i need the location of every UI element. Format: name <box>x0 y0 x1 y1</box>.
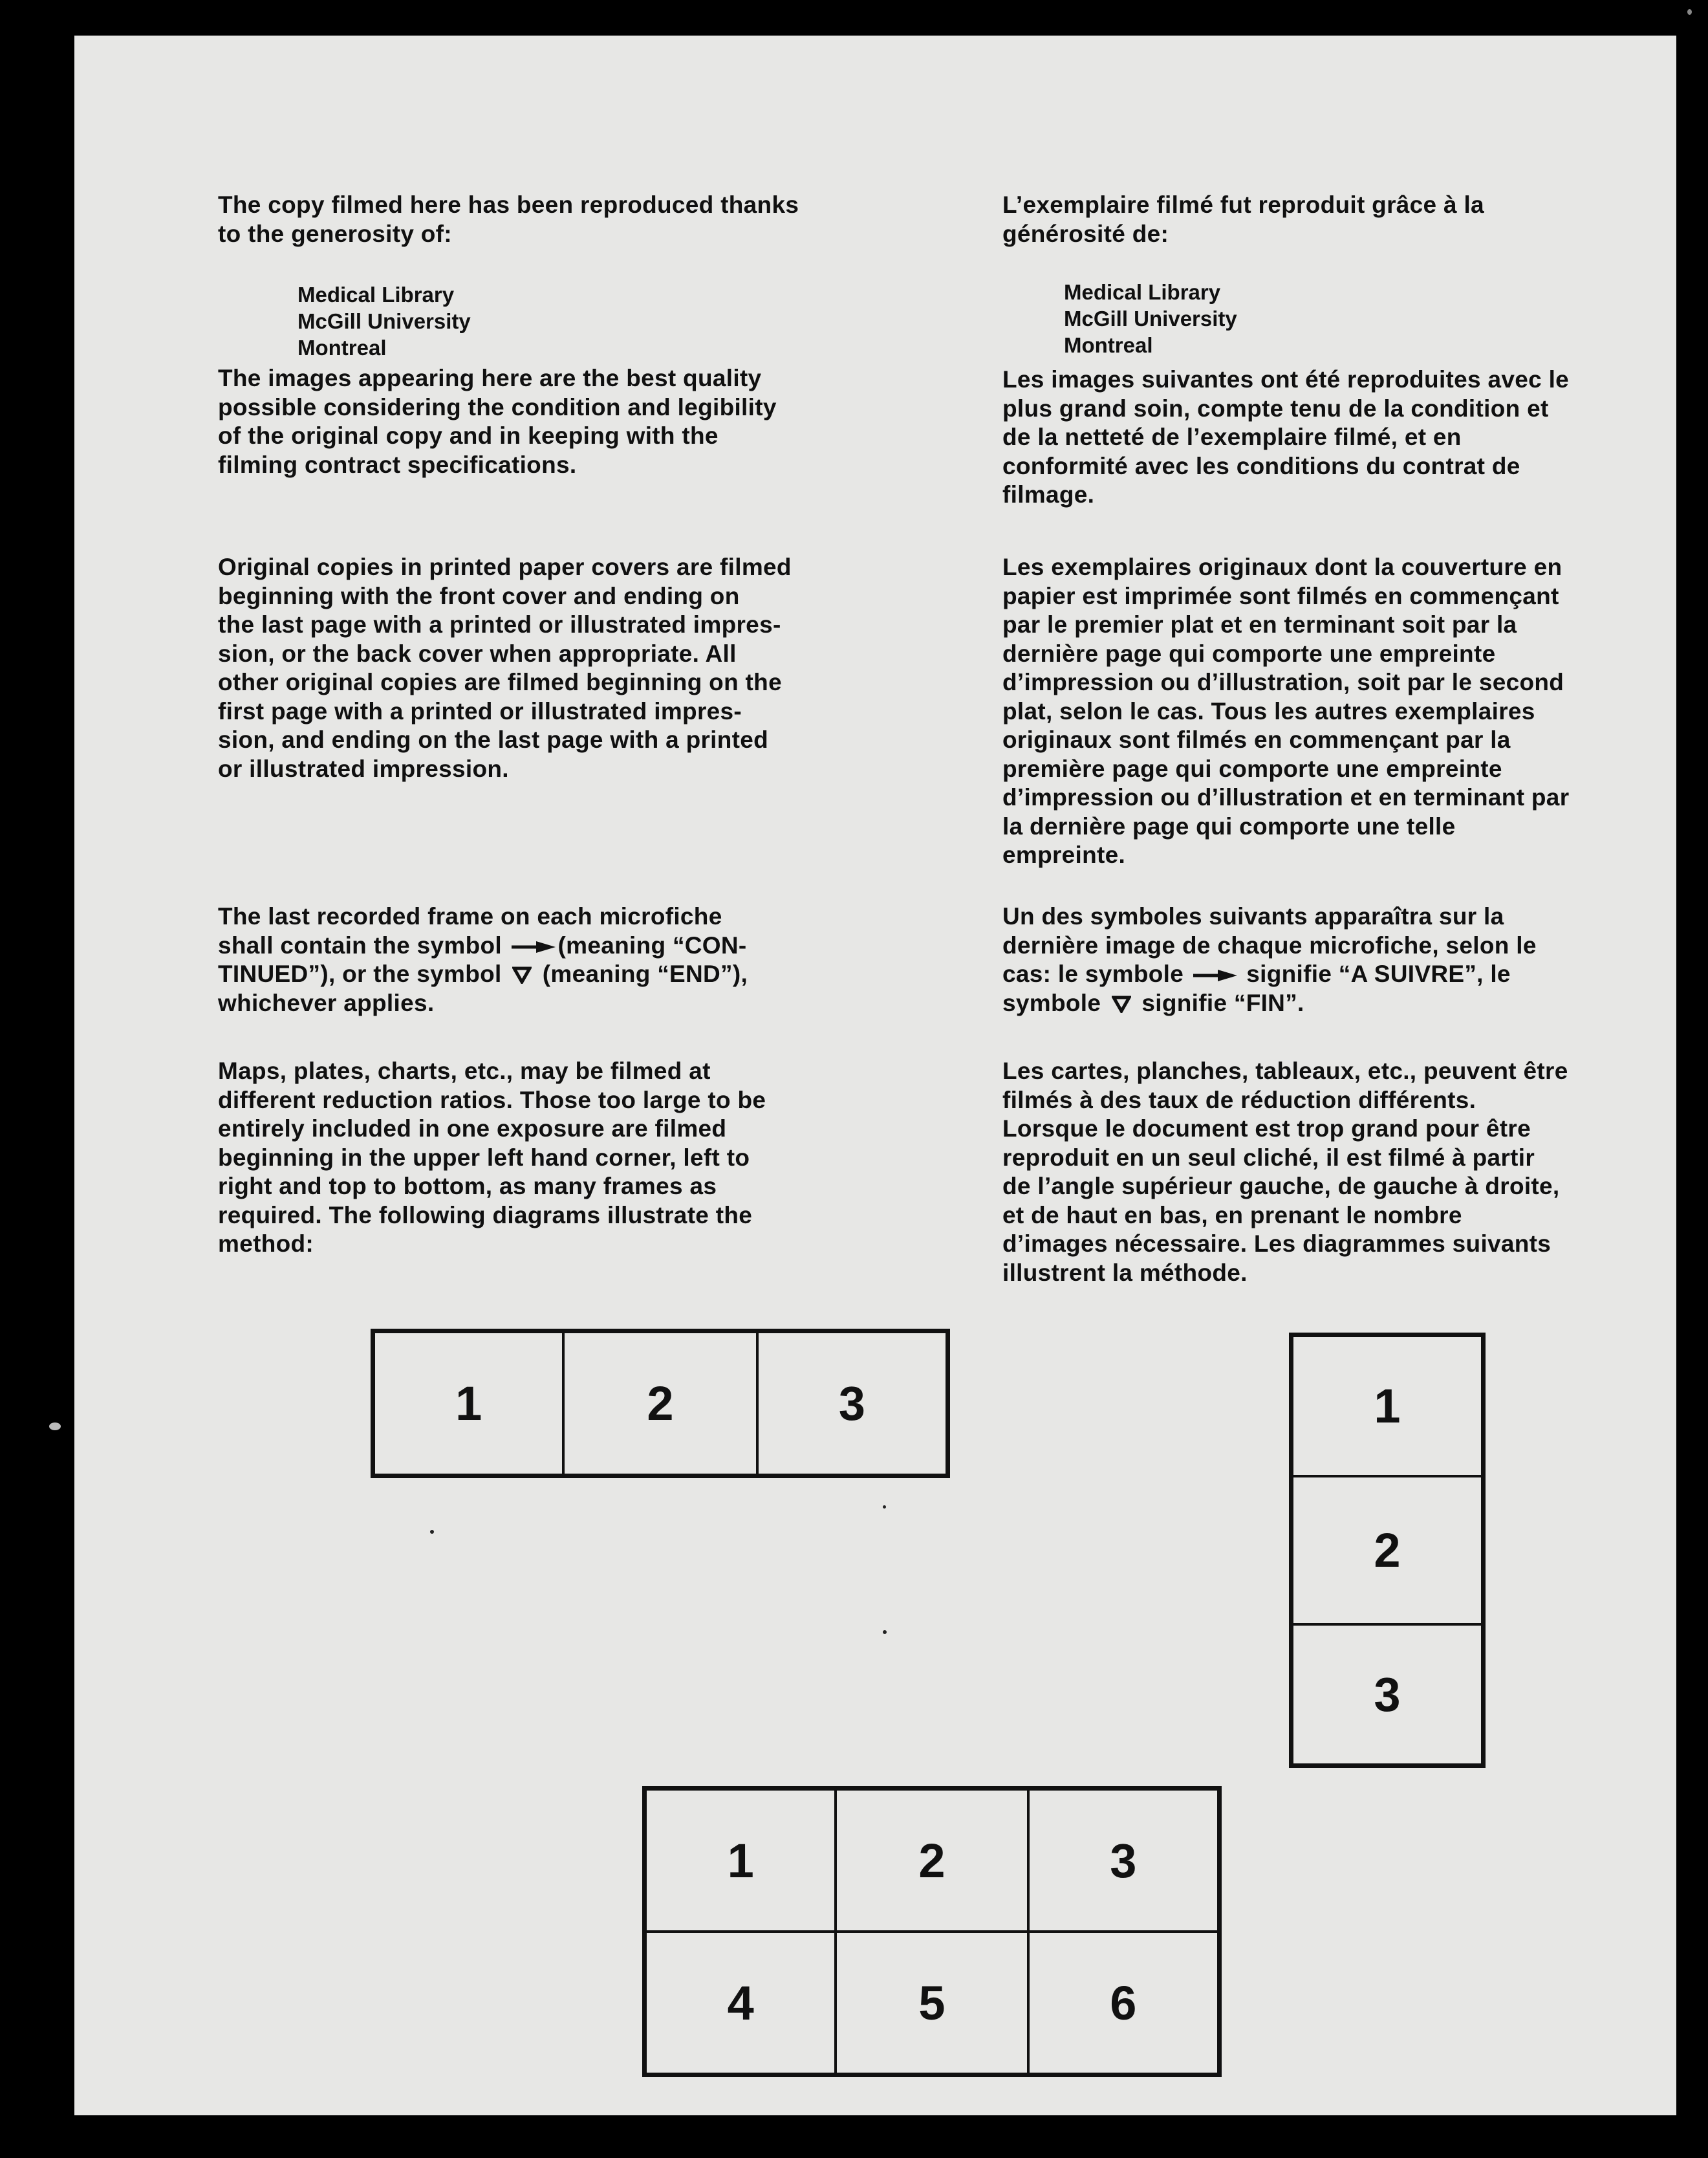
text-line: sion, and ending on the last page with a printed <box>218 726 769 753</box>
text-line: first page with a printed or illustrated impres- <box>218 697 742 725</box>
text-line: et de haut en bas, en prenant le nombre <box>1002 1201 1462 1228</box>
text-line: filming contract specifications. <box>218 451 577 478</box>
text-line: required. The following diagrams illustrate the <box>218 1201 753 1228</box>
text-line: The copy filmed here has been reproduced thanks <box>218 191 799 218</box>
intro-fr <box>1002 191 1708 248</box>
text-fragment: symbole <box>1002 989 1101 1016</box>
text-line: générosité de: <box>1002 220 1169 247</box>
text-line: d’impression ou d’illustration, soit par le second <box>1002 669 1564 695</box>
horizontal-frame-diagram <box>371 1329 950 1478</box>
text-fragment: cas: le symbole <box>1002 961 1184 987</box>
text-line: Lorsque le document est trop grand pour être <box>1002 1115 1531 1142</box>
text-fragment: shall contain the symbol <box>218 932 502 959</box>
frame-cell: 2 <box>836 1789 1028 1932</box>
text-line: originaux sont filmés en commençant par la <box>1002 726 1511 753</box>
address-line: Medical Library <box>297 283 455 307</box>
scan-speck <box>430 1530 434 1534</box>
text-line <box>1002 960 1708 989</box>
text-line: reproduit en un seul cliché, il est filmé à partir <box>1002 1144 1535 1171</box>
frame-cell: 1 <box>1292 1336 1482 1476</box>
symbols-fr <box>1002 902 1708 1018</box>
text-line: other original copies are filmed beginning on the <box>218 669 782 695</box>
end-triangle-icon <box>512 966 532 984</box>
text-line: illustrent la méthode. <box>1002 1259 1248 1286</box>
text-line: empreinte. <box>1002 842 1126 868</box>
address-line: Medical Library <box>1064 280 1221 304</box>
address-en <box>297 281 983 361</box>
frame-cell: 3 <box>1028 1789 1218 1932</box>
text-line: of the original copy and in keeping with the <box>218 422 719 449</box>
vertical-frame-diagram <box>1289 1333 1486 1768</box>
scan-speck <box>883 1505 886 1509</box>
margin-speck <box>1687 9 1692 15</box>
address-line: McGill University <box>1064 307 1237 331</box>
original-copies-fr <box>1002 553 1708 870</box>
text-line: plus grand soin, compte tenu de la condition et <box>1002 395 1549 422</box>
address-line: McGill University <box>297 309 471 333</box>
text-line: Original copies in printed paper covers are filmed <box>218 554 792 580</box>
microfiche-target-page <box>74 36 1676 2115</box>
text-line: right and top to bottom, as many frames as <box>218 1173 717 1199</box>
maps-fr <box>1002 1057 1708 1287</box>
text-fragment: (meaning “END”), <box>542 961 748 987</box>
text-fragment: (meaning “CON- <box>557 932 747 959</box>
text-line: Les cartes, planches, tableaux, etc., peuvent être <box>1002 1058 1568 1084</box>
text-fragment: signifie “A SUIVRE”, le <box>1246 961 1511 987</box>
text-line: première page qui comporte une empreinte <box>1002 755 1502 782</box>
text-line: de l’angle supérieur gauche, de gauche à droite, <box>1002 1173 1560 1199</box>
frame-cell: 6 <box>1028 1932 1218 2074</box>
frame-cell: 2 <box>563 1332 757 1475</box>
frame-cell: 3 <box>757 1332 947 1475</box>
text-fragment: signifie “FIN”. <box>1141 989 1304 1016</box>
text-line: filmage. <box>1002 481 1095 508</box>
scan-speck <box>883 1630 887 1634</box>
frame-cell: 3 <box>1292 1624 1482 1765</box>
address-line: Montreal <box>297 336 387 360</box>
text-line: beginning with the front cover and ending on <box>218 582 740 609</box>
text-line: or illustrated impression. <box>218 755 509 782</box>
margin-speck <box>49 1422 61 1430</box>
text-line: de la netteté de l’exemplaire filmé, et en <box>1002 424 1462 450</box>
text-line: possible considering the condition and legibility <box>218 393 777 420</box>
grid-frame-diagram <box>642 1786 1222 2077</box>
text-line: conformité avec les conditions du contrat de <box>1002 452 1520 479</box>
text-line: different reduction ratios. Those too large to be <box>218 1086 766 1113</box>
text-line: dernière image de chaque microfiche, selon le <box>1002 932 1537 959</box>
text-line: beginning in the upper left hand corner, left to <box>218 1144 750 1171</box>
continued-arrow-icon <box>1193 969 1237 982</box>
text-line: method: <box>218 1230 314 1257</box>
frame-cell: 2 <box>1292 1476 1482 1625</box>
text-line: The images appearing here are the best quality <box>218 365 762 391</box>
text-line: to the generosity of: <box>218 220 452 247</box>
text-line <box>218 932 903 961</box>
text-line: filmés à des taux de réduction différents. <box>1002 1086 1476 1113</box>
text-line: whichever applies. <box>218 989 435 1016</box>
text-line: Les exemplaires originaux dont la couverture en <box>1002 554 1562 580</box>
text-fragment: TINUED”), or the symbol <box>218 961 502 987</box>
text-line: sion, or the back cover when appropriate. All <box>218 640 737 667</box>
frame-cell: 1 <box>374 1332 563 1475</box>
maps-en <box>218 1057 903 1259</box>
quality-fr <box>1002 365 1708 510</box>
text-line: Les images suivantes ont été reproduites avec le <box>1002 366 1570 393</box>
frame-cell: 4 <box>645 1932 836 2074</box>
frame-cell: 5 <box>836 1932 1028 2074</box>
text-line: entirely included in one exposure are filmed <box>218 1115 727 1142</box>
text-line: The last recorded frame on each microfiche <box>218 903 722 930</box>
intro-en <box>218 191 903 248</box>
text-line <box>1002 989 1708 1018</box>
text-line: la dernière page qui comporte une telle <box>1002 812 1456 840</box>
address-fr <box>1064 279 1708 358</box>
text-line: papier est imprimée sont filmés en commençant <box>1002 582 1559 609</box>
text-line: dernière page qui comporte une empreinte <box>1002 640 1496 667</box>
address-line: Montreal <box>1064 333 1153 357</box>
text-line: plat, selon le cas. Tous les autres exemplaires <box>1002 697 1535 725</box>
text-line: the last page with a printed or illustrated impres- <box>218 611 781 638</box>
frame-cell: 1 <box>645 1789 836 1932</box>
text-line: d’images nécessaire. Les diagrammes suivants <box>1002 1230 1551 1257</box>
symbols-en <box>218 902 903 1018</box>
text-line: par le premier plat et en terminant soit par la <box>1002 611 1517 638</box>
text-line: L’exemplaire filmé fut reproduit grâce à la <box>1002 191 1484 218</box>
original-copies-en <box>218 553 903 783</box>
text-line: Un des symboles suivants apparaîtra sur la <box>1002 903 1504 930</box>
text-line: d’impression ou d’illustration et en terminant par <box>1002 784 1570 811</box>
text-line: Maps, plates, charts, etc., may be filmed at <box>218 1058 711 1084</box>
end-triangle-icon <box>1112 995 1131 1013</box>
text-line <box>218 960 903 989</box>
continued-arrow-icon <box>512 941 556 954</box>
quality-en <box>218 364 903 479</box>
